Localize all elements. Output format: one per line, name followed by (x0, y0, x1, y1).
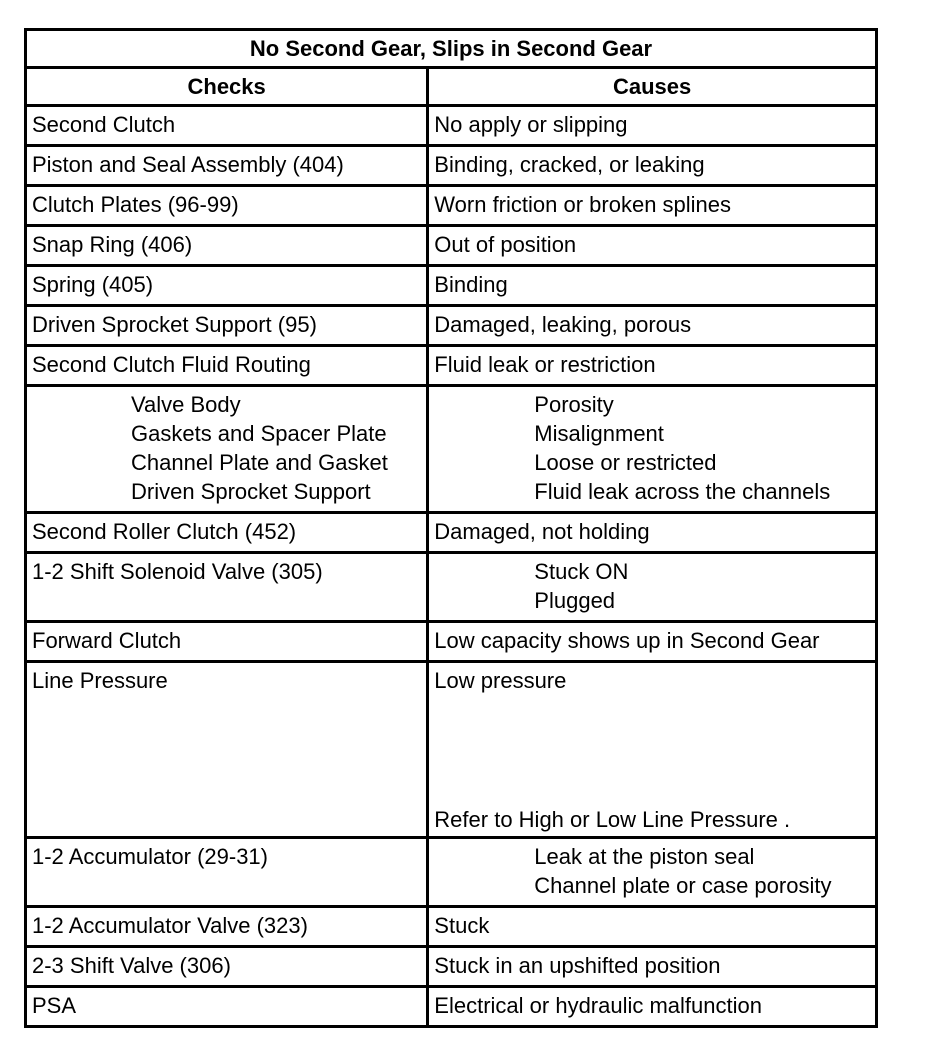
routing-check-item: Gaskets and Spacer Plate (131, 421, 387, 446)
cause-cell: Binding, cracked, or leaking (428, 146, 877, 186)
table-row (26, 226, 877, 266)
table-row (26, 346, 877, 386)
routing-check-item: Channel Plate and Gasket (131, 450, 388, 475)
cause-cell: Worn friction or broken splines (428, 186, 877, 226)
table-row (26, 947, 877, 987)
cause-cell: Stuck (428, 907, 877, 947)
header-row (26, 68, 877, 106)
line-pressure-note: Refer to High or Low Line Pressure . (434, 807, 791, 832)
cause-cell: Binding (428, 266, 877, 306)
check-cell: Line Pressure (26, 662, 428, 838)
line-pressure-cause: Low pressure (434, 668, 567, 693)
solenoid-cause-item: Plugged (534, 588, 616, 613)
table-row (26, 513, 877, 553)
solenoid-cause-item: Stuck ON (534, 559, 629, 584)
cause-cell: Electrical or hydraulic malfunction (428, 987, 877, 1027)
solenoid-row (26, 553, 877, 622)
cause-cell: Low capacity shows up in Second Gear (428, 622, 877, 662)
cause-cell: No apply or slipping (428, 106, 877, 146)
cause-cell: Out of position (428, 226, 877, 266)
routing-cause-item: Misalignment (534, 421, 664, 446)
accumulator-cause-item: Channel plate or case porosity (534, 873, 832, 898)
routing-check-item: Valve Body (131, 392, 241, 417)
check-cell: Piston and Seal Assembly (404) (26, 146, 428, 186)
table-row (26, 146, 877, 186)
cause-cell: Damaged, leaking, porous (428, 306, 877, 346)
routing-check-item: Driven Sprocket Support (131, 479, 371, 504)
check-cell: Second Roller Clutch (452) (26, 513, 428, 553)
routing-causes-cell (428, 386, 877, 513)
checks-header: Checks (26, 68, 428, 106)
routing-cause-item: Fluid leak across the channels (534, 479, 831, 504)
check-cell: 2-3 Shift Valve (306) (26, 947, 428, 987)
check-cell: Snap Ring (406) (26, 226, 428, 266)
cause-cell: Fluid leak or restriction (428, 346, 877, 386)
accumulator-causes-cell (428, 838, 877, 907)
line-pressure-causes-cell (428, 662, 877, 838)
check-cell: Driven Sprocket Support (95) (26, 306, 428, 346)
causes-header: Causes (428, 68, 877, 106)
cause-cell: Damaged, not holding (428, 513, 877, 553)
table-row (26, 987, 877, 1027)
check-cell: 1-2 Shift Solenoid Valve (305) (26, 553, 428, 622)
title-row (26, 30, 877, 68)
check-cell: Second Clutch Fluid Routing (26, 346, 428, 386)
diagnosis-table (24, 28, 878, 1028)
routing-checks-cell (26, 386, 428, 513)
accumulator-row (26, 838, 877, 907)
routing-cause-item: Loose or restricted (534, 450, 717, 475)
check-cell: PSA (26, 987, 428, 1027)
table-row (26, 266, 877, 306)
accumulator-cause-item: Leak at the piston seal (534, 844, 755, 869)
check-cell: 1-2 Accumulator (29-31) (26, 838, 428, 907)
table-title: No Second Gear, Slips in Second Gear (26, 30, 877, 68)
table-row (26, 907, 877, 947)
check-cell: Clutch Plates (96-99) (26, 186, 428, 226)
table-row (26, 622, 877, 662)
check-cell: Forward Clutch (26, 622, 428, 662)
check-cell: Second Clutch (26, 106, 428, 146)
table-row (26, 106, 877, 146)
check-cell: 1-2 Accumulator Valve (323) (26, 907, 428, 947)
routing-cause-item: Porosity (534, 392, 614, 417)
check-cell: Spring (405) (26, 266, 428, 306)
line-pressure-row (26, 662, 877, 838)
table-row (26, 306, 877, 346)
cause-cell: Stuck in an upshifted position (428, 947, 877, 987)
routing-detail-row (26, 386, 877, 513)
table-row (26, 186, 877, 226)
solenoid-causes-cell (428, 553, 877, 622)
